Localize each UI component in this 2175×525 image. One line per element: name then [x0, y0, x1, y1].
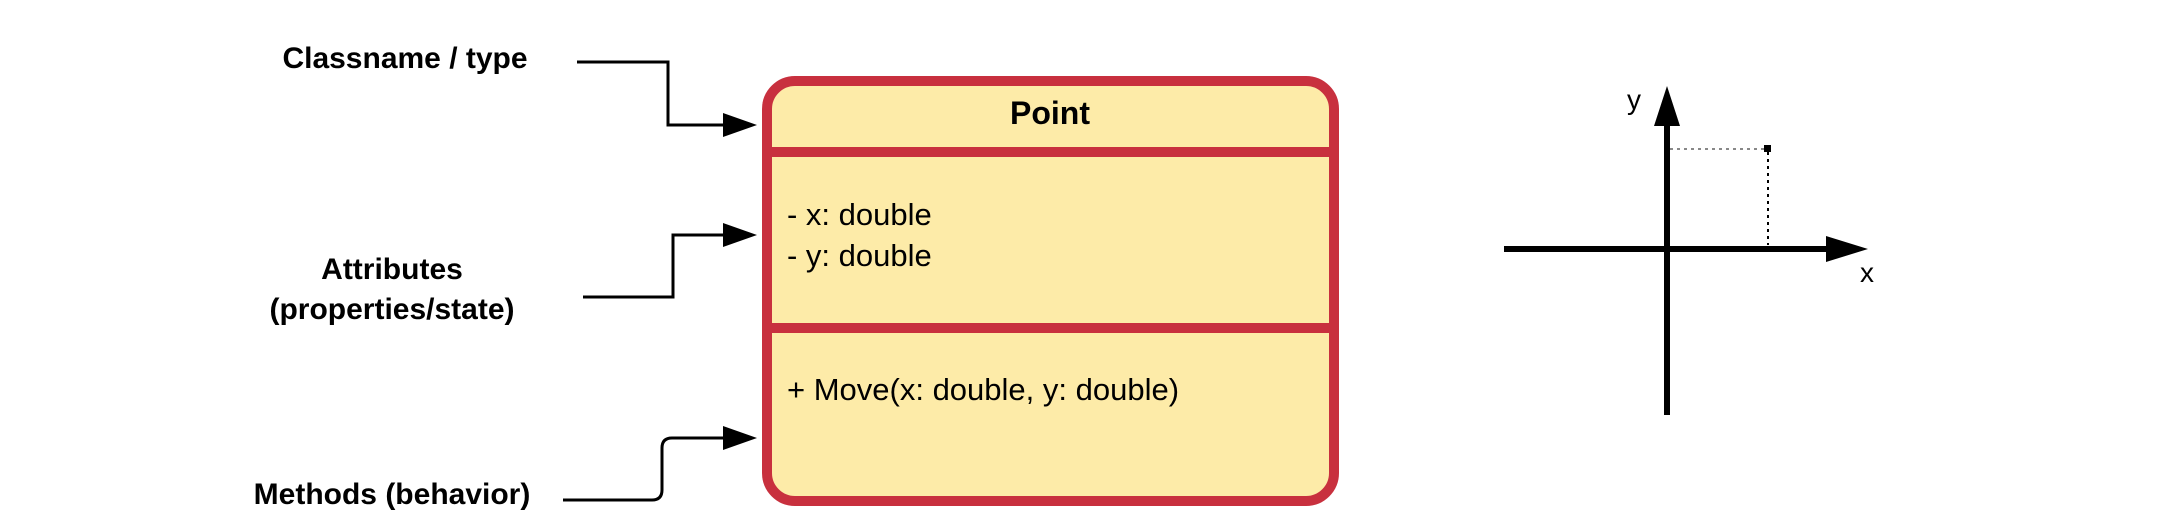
attribute-y: - y: double [787, 238, 932, 273]
class-box [767, 81, 1334, 501]
y-axis-label: y [1627, 84, 1641, 115]
methods-label: Methods (behavior) [253, 478, 531, 511]
point-marker [1764, 145, 1771, 152]
classname-connector [577, 62, 757, 137]
attributes-connector [583, 223, 757, 297]
attributes-sublabel: (properties/state) [269, 293, 515, 326]
attribute-x: - x: double [787, 197, 932, 232]
x-axis-label: x [1860, 257, 1874, 288]
class-name: Point [1010, 95, 1090, 131]
y-axis-arrowhead [1654, 86, 1680, 126]
class-box-frame [767, 81, 1334, 501]
methods-connector [563, 426, 757, 500]
method-move: + Move(x: double, y: double) [787, 372, 1180, 407]
classname-type-label: Classname / type [282, 42, 528, 75]
attributes-label: Attributes [321, 253, 463, 286]
coordinate-axes [1504, 84, 1874, 415]
